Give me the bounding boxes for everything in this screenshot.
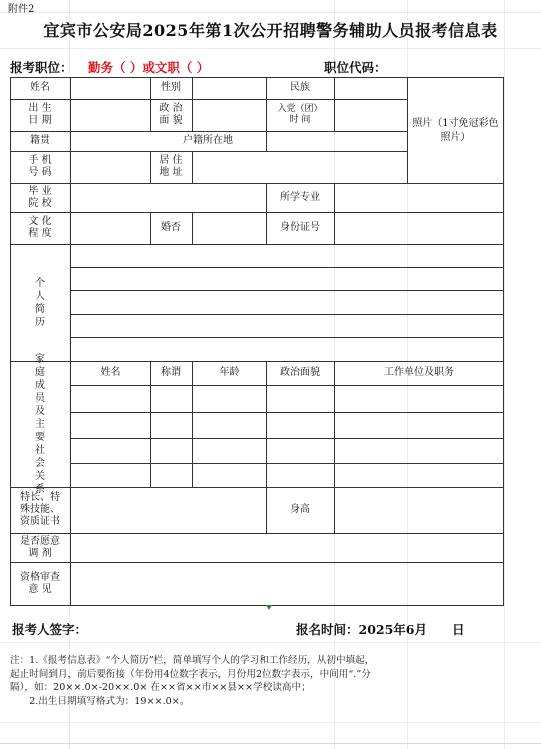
residence-label-line1: 居 住 [159,155,183,166]
table-line [70,385,504,386]
native-place-label: 籍贯 [30,135,50,146]
birth-date-label-line1: 出 生 [28,103,52,114]
education-label [10,212,70,244]
sheet-gridline [0,48,541,49]
family-header-age: 年龄 [219,367,240,378]
page-title: 宜宾市公安局2025年第1次公开招聘警务辅助人员报考信息表 [43,21,498,40]
table-line [70,412,504,413]
skills-label-line2: 殊技能、 [20,504,60,515]
position-value: 勤务（ ）或文职（ ） [88,60,210,75]
position-code-label: 职位代码： [324,60,387,75]
family-header-name: 姓名 [100,367,121,378]
registration-form-table [10,77,504,606]
sheet-gridline [504,0,505,749]
name-label: 姓名 [30,82,50,93]
political-status-label-line1: 政 治 [159,103,183,114]
education-field[interactable] [71,212,150,244]
ethnicity-label: 民族 [290,82,310,93]
cell-comment-marker [266,605,272,610]
position-label: 报考职位： [10,60,73,75]
birth-date-field[interactable] [71,99,150,131]
table-border [10,605,504,606]
birth-date-label-line2: 日 期 [28,115,52,126]
skills-label-line3: 资质证书 [20,516,60,527]
resume-field[interactable] [71,244,503,361]
phone-label [10,151,70,183]
annex-label: 附件2 [8,4,35,15]
name-field[interactable] [71,77,150,99]
height-label: 身高 [290,504,310,515]
phone-field[interactable] [71,151,150,183]
review-label-line2: 意 见 [28,583,52,595]
table-line [70,463,504,464]
school-label [10,183,70,212]
residence-label [150,151,192,183]
adjust-label-line1: 是否愿意 [20,535,60,547]
table-border [503,77,504,606]
political-status-label-line2: 面 貌 [159,115,183,126]
family-label [10,353,70,495]
political-status-label [150,99,192,131]
ethnicity-field[interactable] [335,77,407,99]
adjust-label-line2: 调 剂 [28,547,52,559]
review-label [10,562,70,605]
note-line: 起止时间到月，前后要衔接（年份用4位数字表示，月份用2位数字表示，中间用“.”分 [10,668,371,680]
residence-field[interactable] [193,151,407,183]
marital-field[interactable] [193,212,266,244]
family-header-relation: 称谓 [161,367,181,378]
skills-label [10,487,70,533]
resume-label-text: 个人简历 [35,277,45,328]
phone-label-line1: 手 机 [28,155,52,166]
page-divider [0,743,541,744]
table-line [70,438,504,439]
adjust-field[interactable] [71,533,503,562]
note-line: 隔），如：20××.0×-20××.0× 在××省××市××县××学校读高中； [10,682,311,694]
education-label-line2: 程 度 [28,228,52,239]
height-field[interactable] [335,487,503,533]
sheet-gridline [0,12,541,13]
skills-label-line1: 特长、特 [20,492,60,503]
family-header-workplace: 工作单位及职务 [384,367,454,378]
id-number-field[interactable] [335,212,503,244]
registration-time: 报名时间：2025年6月 日 [296,622,465,637]
school-label-line2: 院 校 [28,197,52,209]
party-join-label-line2: 时 间 [289,115,311,125]
review-label-line1: 资格审查 [20,571,60,583]
id-number-label: 身份证号 [280,222,320,233]
hukou-field[interactable] [267,131,407,151]
signature-label: 报考人签字： [12,622,88,637]
major-field[interactable] [335,183,503,212]
residence-label-line2: 地 址 [159,167,183,178]
note-line: 2.出生日期填写格式为：19××.0×。 [10,695,190,707]
photo-placeholder[interactable]: 照片（1寸免冠彩色照片） [412,117,499,143]
skills-field[interactable] [71,487,266,533]
political-status-field[interactable] [193,99,266,131]
adjust-label [10,533,70,562]
birth-date-label [10,99,70,131]
note-line: 注：1.《报考信息表》“个人简历”栏，简单填写个人的学习和工作经历，从初中填起， [10,655,375,666]
phone-label-line2: 号 码 [28,167,52,178]
education-label-line1: 文 化 [28,216,52,227]
party-join-date-field[interactable] [335,99,407,131]
gender-field[interactable] [193,77,266,99]
notes-block [10,654,498,708]
family-header-political: 政治面貌 [280,367,320,378]
sheet-gridline [0,722,541,723]
school-field[interactable] [71,183,266,212]
family-label-text: 家庭成员及主要社会关系 [35,353,45,495]
native-place-field[interactable] [71,131,150,151]
school-label-line1: 毕 业 [28,185,52,197]
review-field[interactable] [71,562,503,605]
hukou-label: 户籍所在地 [183,135,233,146]
gender-label: 性别 [161,82,181,93]
marital-label: 婚否 [161,222,181,233]
party-join-date-label [266,99,334,131]
sheet-gridline [0,642,541,643]
party-join-label-line1: 入党（团） [277,104,323,114]
major-label: 所学专业 [280,191,320,203]
resume-label [10,244,70,361]
